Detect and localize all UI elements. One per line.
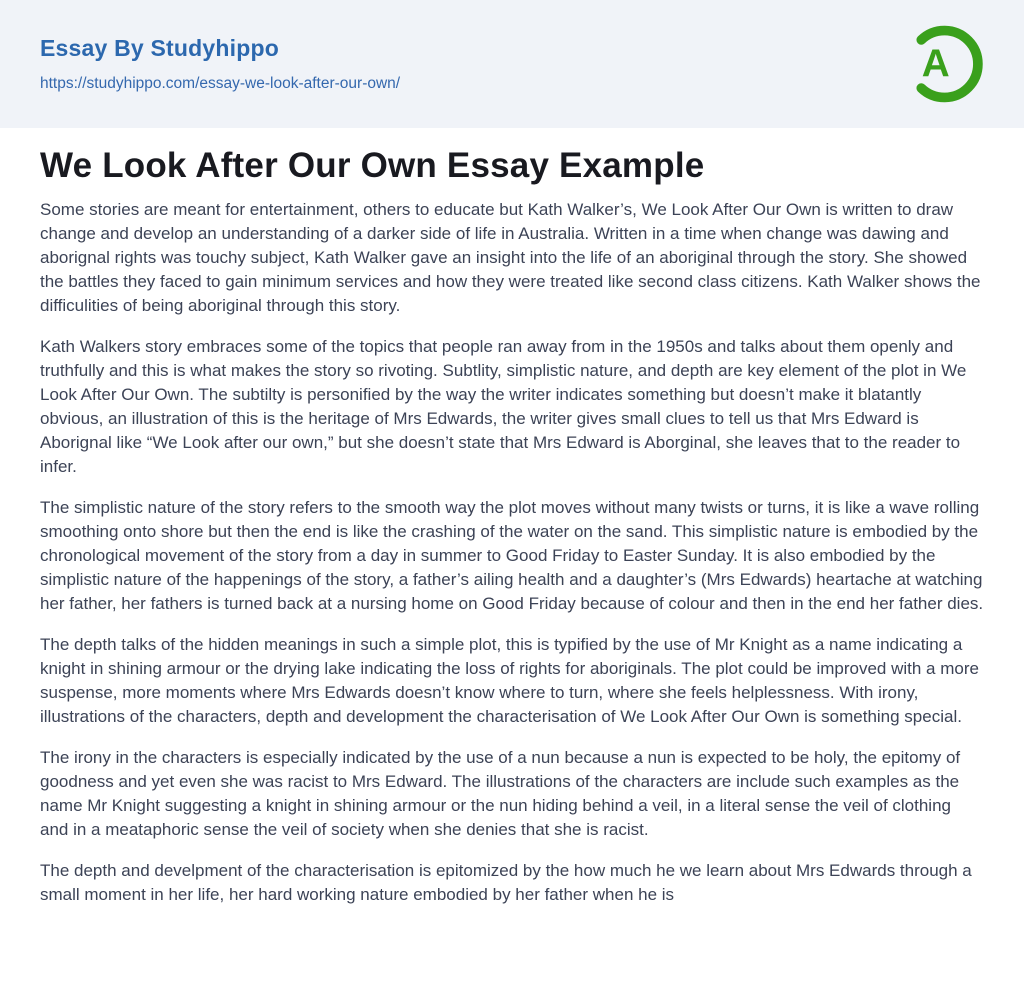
- essay-paragraph: The simplistic nature of the story refers to the smooth way the plot moves without many twists or turns, it is like a wave rolling smoothing onto shore but then the end is like the crashing of the water on the sand. This simplistic nature is embodied by the chronological movement of the story from a day in summer to Good Friday to Easter Sunday. It is also embodied by the simplistic nature of the happenings of the story, a father’s ailing health and a daughter’s (Mrs Edwards) heartache at watching her father, her fathers is turned back at a nursing home on Good Friday because of colour and then in the end her father dies.: [40, 498, 984, 613]
- logo-letter: A: [921, 42, 950, 86]
- source-url-link[interactable]: https://studyhippo.com/essay-we-look-after-our-own/: [40, 75, 401, 92]
- page-title: We Look After Our Own Essay Example: [40, 146, 705, 185]
- essay-paragraph: The depth talks of the hidden meanings in such a simple plot, this is typified by the use of Mr Knight as a name indicating a knight in shining armour or the drying lake indicating the loss of rights for aboriginals. The plot could be improved with a more suspense, more moments where Mrs Edwards doesn’t know where to turn, where she feels helplessness. With irony, illustrations of the characters, depth and development the characterisation of We Look After Our Own is something special.: [40, 635, 979, 726]
- essay-paragraph: Kath Walkers story embraces some of the topics that people ran away from in the 1950s and talks about them openly and truthfully and this is what makes the story so rivoting. Subtlity, simplistic nature, and depth are key element of the plot in We Look After Our Own. The subtilty is personified by the way the writer indicates something but doesn’t make it blatantly obvious, an illustration of this is the heritage of Mrs Edwards, the writer gives small clues to tell us that Mrs Edward is Aborignal like “We Look after our own,” but she doesn’t state that Mrs Edward is Aborginal, she leaves that to the reader to infer.: [40, 337, 967, 476]
- essay-paragraph: The depth and develpment of the characterisation is epitomized by the how much he we learn about Mrs Edwards through a small moment in her life, her hard working nature embodied by her father when he is: [40, 861, 972, 904]
- header-text-block: [40, 35, 400, 93]
- header-title: Essay By Studyhippo: [40, 35, 279, 61]
- header: [0, 0, 1024, 128]
- essay-paragraph: The irony in the characters is especially indicated by the use of a nun because a nun is expected to be holy, the epitomy of goodness and yet even she was racist to Mrs Edward. The illustrations of the characters are include such examples as the name Mr Knight suggesting a knight in shining armour or the nun hiding behind a veil, in a literal sense the veil of clothing and in a meataphoric sense the veil of society when she denies that she is racist.: [40, 748, 961, 839]
- essay-article: [0, 128, 1024, 964]
- essay-body: [40, 198, 984, 907]
- essay-paragraph: Some stories are meant for entertainment, others to educate but Kath Walker’s, We Look After Our Own is written to draw change and develop an understanding of a darker side of life in Australia. Written in a time when change was dawing and aborignal rights was touchy subject, Kath Walker gave an insight into the life of an aboriginal through the story. She showed the battles they faced to gain minimum services and how they were treated like second class citizens. Kath Walker shows the difficulities of being aboriginal through this story.: [40, 200, 981, 315]
- studyhippo-logo: [897, 20, 985, 108]
